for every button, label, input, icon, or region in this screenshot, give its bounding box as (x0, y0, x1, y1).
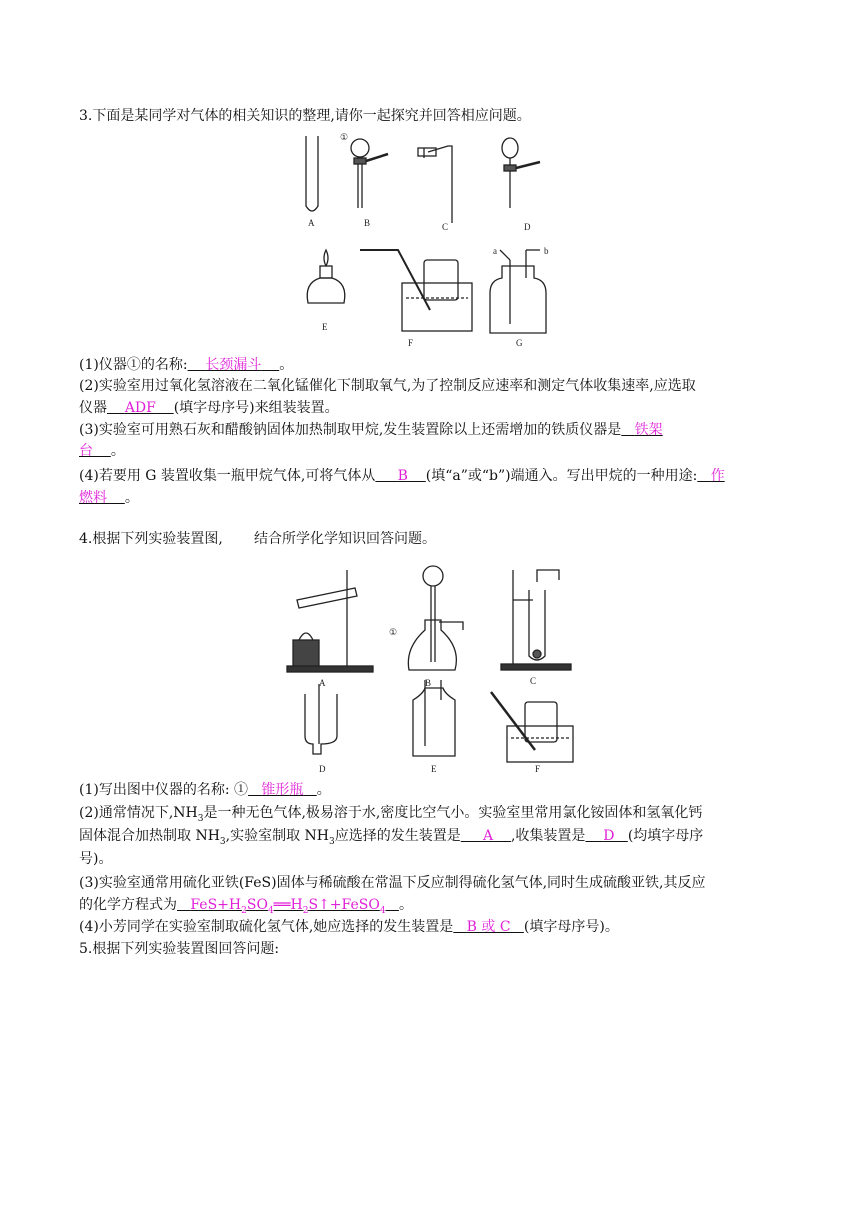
funnel-b-bulb (351, 139, 369, 157)
q3-part4-line2: 燃料 。 (79, 490, 139, 506)
q4-answer-2a: A (483, 828, 494, 844)
q4-part2-line1: (2)通常情况下$,NH_3$是一种无色气体,极易溶于水,密度比空气小。实验室里常用氯化铵固体和氢氧化钙 (79, 805, 703, 824)
q5-stem: 5.根据下列实验装置图回答问题: (79, 941, 280, 957)
q3-part2-line2: 仪器 ADF (填字母序号)来组装装置。 (79, 400, 339, 416)
q3-fig-label-circle1: ① (340, 132, 349, 142)
q4-part1: (1)写出图中仪器的名称: ① 锥形瓶 。 (79, 782, 331, 798)
q4-fig-label-a: A (319, 678, 326, 688)
q3-answer-2: ADF (124, 400, 156, 416)
q3-fig-label-g: G (516, 338, 523, 348)
bottle-d (305, 694, 337, 754)
test-tube-a (306, 136, 318, 211)
q3-fig-label-f: F (408, 338, 414, 348)
q3-part1: (1)仪器①的名称: 长颈漏斗 。 (79, 357, 294, 373)
q3-answer-4a: B (397, 468, 408, 484)
bottle-g (490, 266, 546, 333)
stopper-c (418, 148, 436, 156)
q4-answer-4: B 或 C (466, 919, 511, 935)
q4-answer-2b: D (603, 828, 615, 844)
q3-fig-label-e: E (322, 322, 328, 332)
q3-fig-label-b-end: b (544, 246, 549, 256)
stand-base-a (287, 666, 373, 672)
q3-answer-1: 长颈漏斗 (205, 357, 262, 373)
gas-jar-f (525, 702, 557, 742)
q4-fig-label-d: D (319, 764, 326, 774)
trough-f (507, 726, 573, 762)
q4-part3-line1: (3)实验室通常用硫化亚铁(FeS)固体与稀硫酸在常温下反应制得硫化氢气体,同时生成硫酸亚铁,其反应 (79, 875, 706, 891)
q4-fig-label-f: F (535, 764, 541, 774)
conical-flask-b (408, 620, 456, 670)
q3-fig-label-b: B (364, 218, 371, 228)
q3-part3-line2: 台 。 (79, 443, 125, 459)
alcohol-lamp-e (307, 278, 345, 303)
q4-answer-1: 锥形瓶 (261, 782, 304, 798)
q3-fig-label-d: D (524, 222, 531, 232)
bottle-e (413, 688, 455, 756)
q4-part4: (4)小芳同学在实验室制取硫化氢气体,她应选择的发生装置是 B 或 C (填字母序号)。 (79, 919, 619, 935)
q3-answer-3b: 台 (79, 443, 93, 459)
q4-fig-label-circle1: ① (389, 627, 398, 637)
q3-part4-line1: (4)若要用 G 装置收集一瓶甲烷气体,可将气体从 B (填“a”或“b”)端通入。写出甲烷的一种用途: 作 (79, 468, 725, 484)
q3-fig-label-c: C (442, 222, 449, 232)
q3-answer-3a: 铁架 (634, 422, 663, 438)
q4-answer-3: $FeS+H_2SO_4══H_2S↑+FeSO_4$ (190, 897, 386, 916)
q3-answer-4c: 燃料 (79, 490, 107, 506)
q4-part3-line2: 的化学方程式为 $FeS+H_2SO_4══H_2S↑+FeSO_4$ 。 (79, 897, 413, 916)
q4-fig-label-b: B (425, 678, 432, 688)
q4-apparatus-drawing (285, 560, 575, 775)
q3-figure (290, 128, 560, 350)
q3-answer-4b: 作 (710, 468, 725, 484)
q4-fig-label-c: C (530, 676, 537, 686)
trough-f (402, 283, 472, 331)
q4-figure (285, 560, 575, 775)
q4-fig-label-e: E (431, 764, 437, 774)
q3-stem: 3.下面是某同学对气体的相关知识的整理,请你一起探究并回答相应问题。 (79, 108, 531, 124)
q4-part2-line2: 固体混合加热制取 $NH_3$,实验室制取 $NH_3$应选择的发生装置是 A ,收集装置是 D (均填字母序 (79, 828, 704, 847)
q3-part3-line1: (3)实验室可用熟石灰和醋酸钠固体加热制取甲烷,发生装置除以上还需增加的铁质仪器是 铁架 (79, 422, 663, 438)
q3-part2-line1: (2)实验室用过氧化氢溶液在二氧化锰催化下制取氧气,为了控制反应速率和测定气体收集速率,应选取 (79, 378, 696, 394)
funnel-d-bulb (502, 138, 518, 158)
q3-fig-label-a: A (308, 218, 315, 228)
lamp-a (293, 640, 319, 666)
q4-stem: 4.根据下列实验装置图, 结合所学化学知识回答问题。 (79, 531, 436, 547)
q4-part2-line3: 号)。 (79, 851, 113, 867)
test-tube-a (297, 588, 357, 608)
q3-fig-label-a-end: a (493, 246, 497, 256)
gas-jar-f (424, 260, 458, 300)
q3-apparatus-drawing (290, 128, 560, 350)
